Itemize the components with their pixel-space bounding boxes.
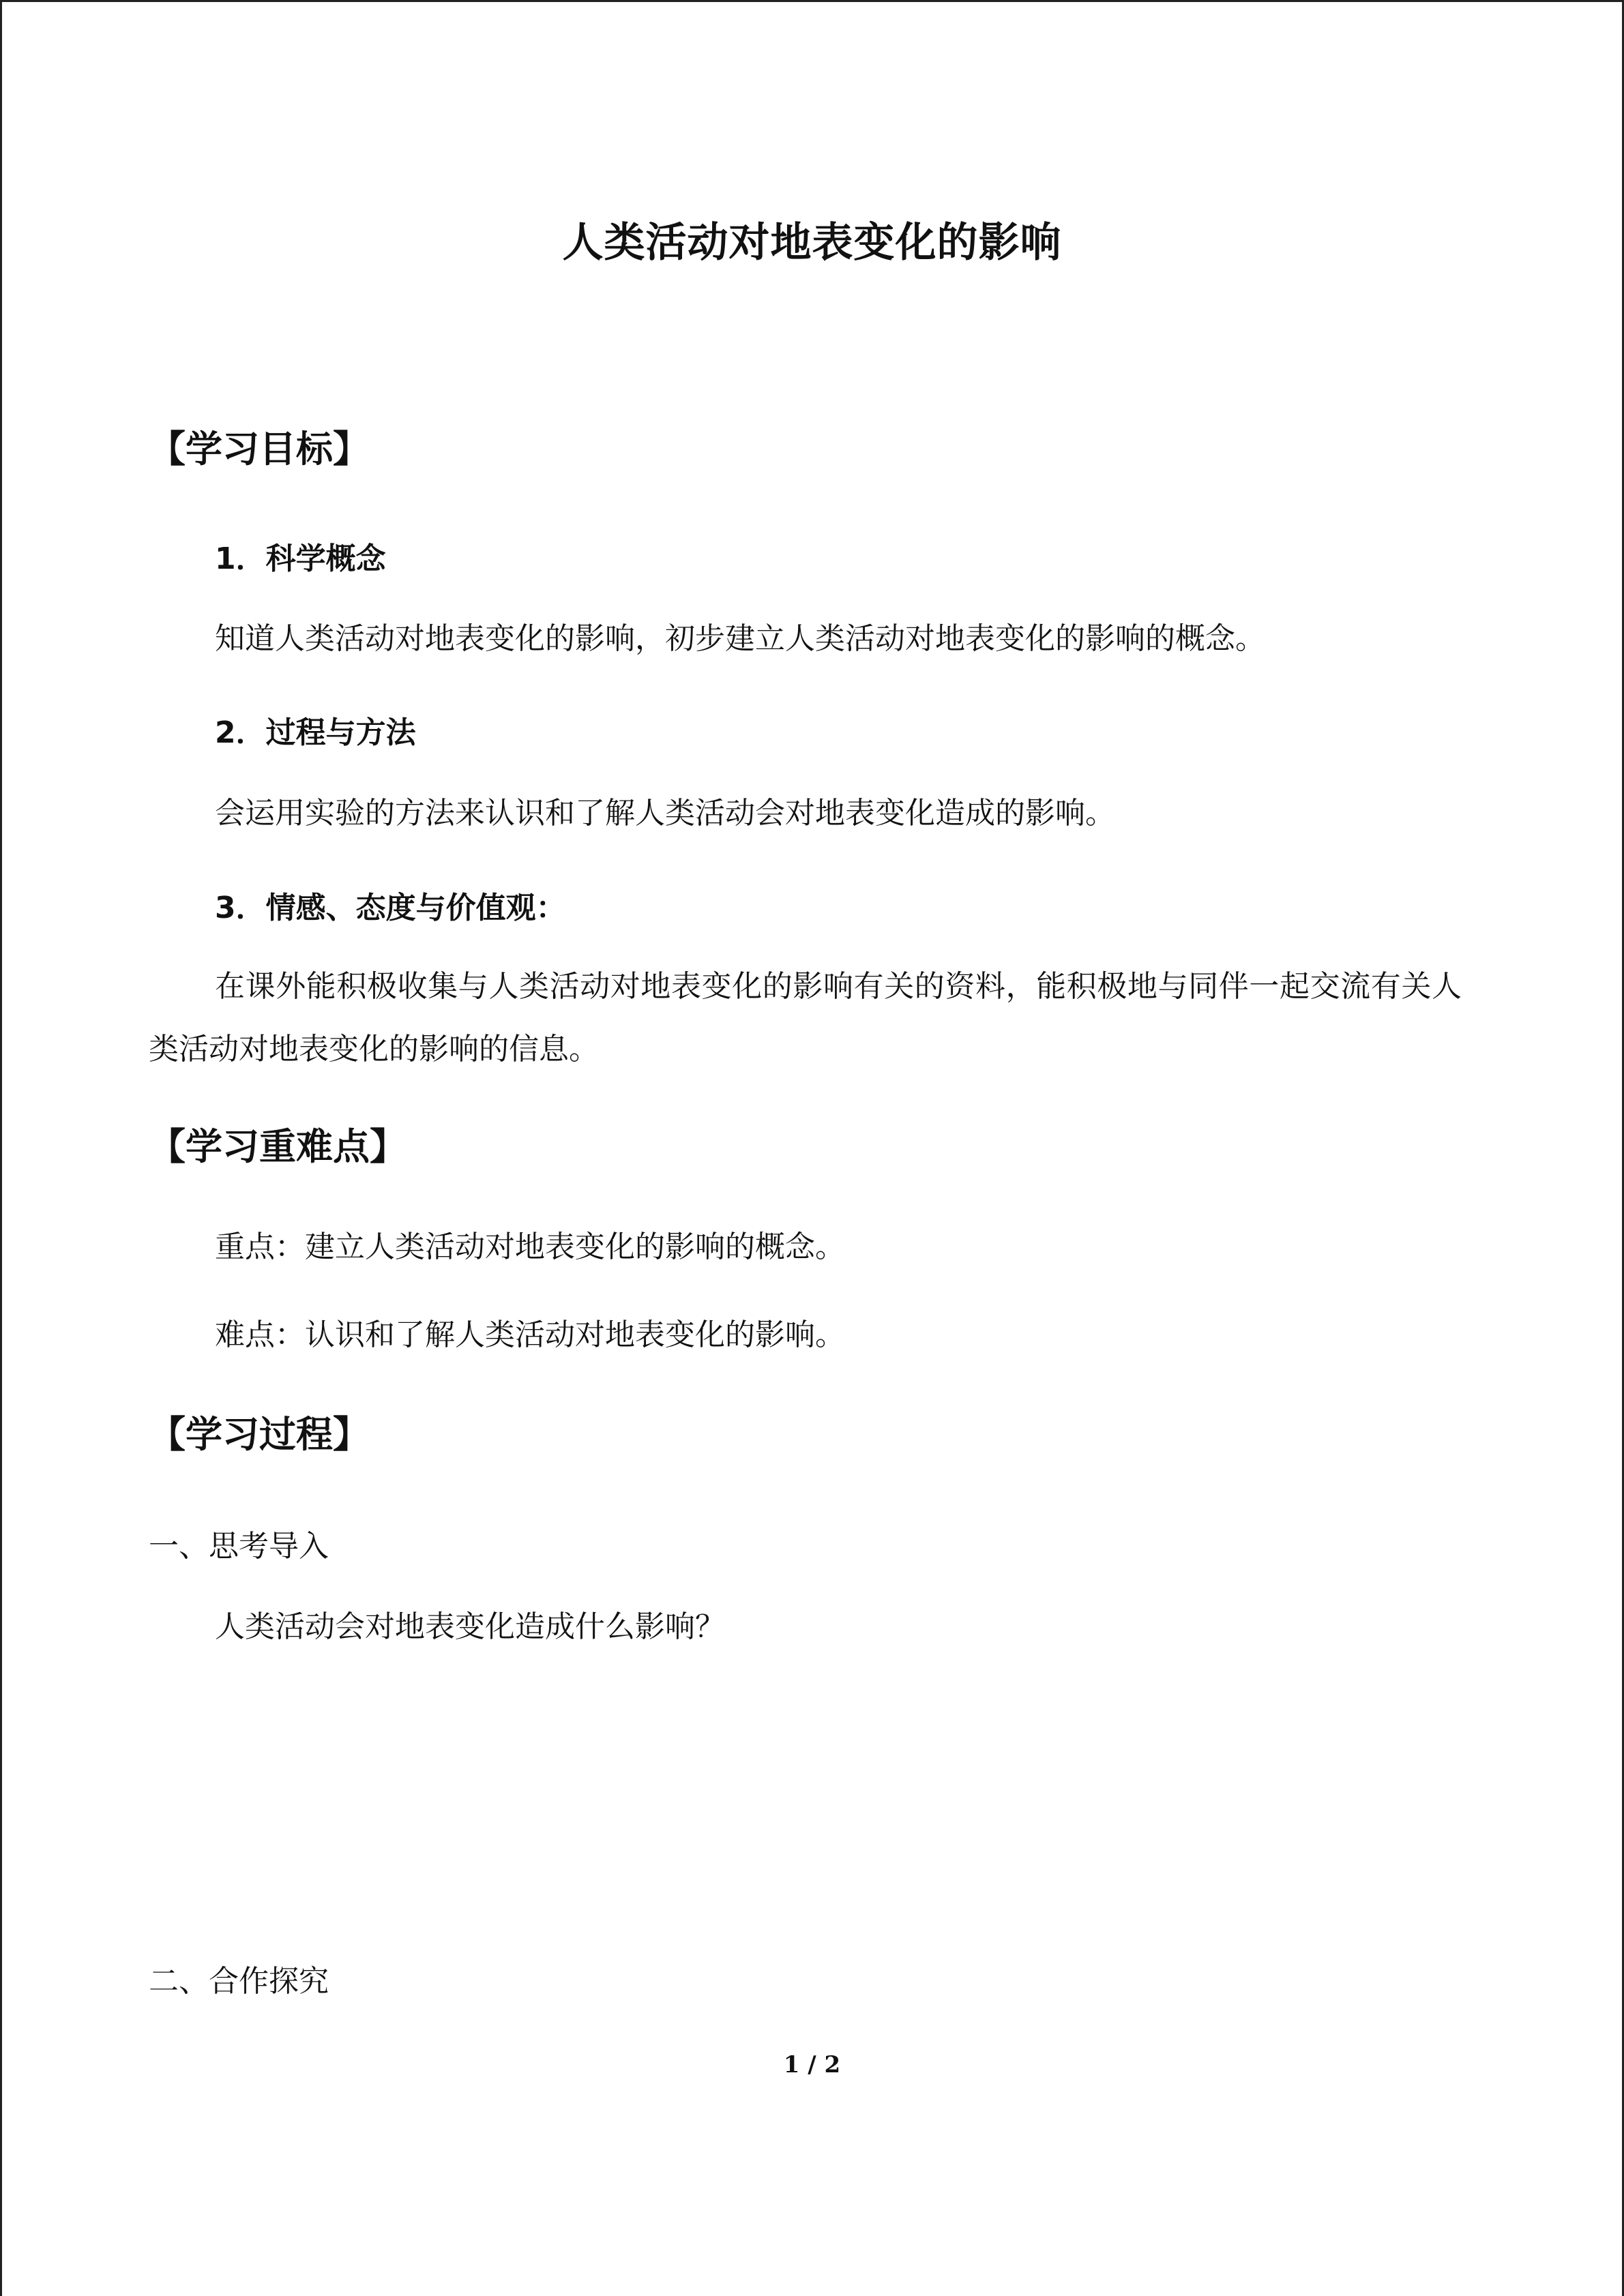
objective-1-text: 知道人类活动对地表变化的影响，初步建立人类活动对地表变化的影响的概念。 — [215, 621, 1265, 656]
process-part-1-question: 人类活动会对地表变化造成什么影响？ — [215, 1609, 725, 1644]
document-title: 人类活动对地表变化的影响 — [562, 219, 1062, 267]
objective-2-text: 会运用实验的方法来认识和了解人类活动会对地表变化造成的影响。 — [215, 796, 1115, 831]
section-heading-process: 【学习过程】 — [149, 1413, 370, 1456]
objective-3-text: 在课外能积极收集与人类活动对地表变化的影响有关的资料，能积极地与同伴一起交流有关人类活动对地表变化的影响的信息。 — [149, 969, 1462, 1067]
objective-3-label: 3．情感、态度与价值观： — [215, 891, 566, 925]
section-heading-key-points: 【学习重难点】 — [149, 1125, 407, 1168]
difficult-point-text: 难点：认识和了解人类活动对地表变化的影响。 — [215, 1317, 845, 1352]
process-part-2-title: 二、合作探究 — [149, 1964, 329, 1999]
section-heading-objectives: 【学习目标】 — [149, 428, 370, 471]
objective-1-label: 1．科学概念 — [215, 541, 386, 576]
objective-2-label: 2．过程与方法 — [215, 715, 416, 750]
page-number: 1 / 2 — [783, 2051, 841, 2078]
process-part-1-title: 一、思考导入 — [149, 1529, 329, 1564]
key-point-text: 重点：建立人类活动对地表变化的影响的概念。 — [215, 1229, 845, 1264]
